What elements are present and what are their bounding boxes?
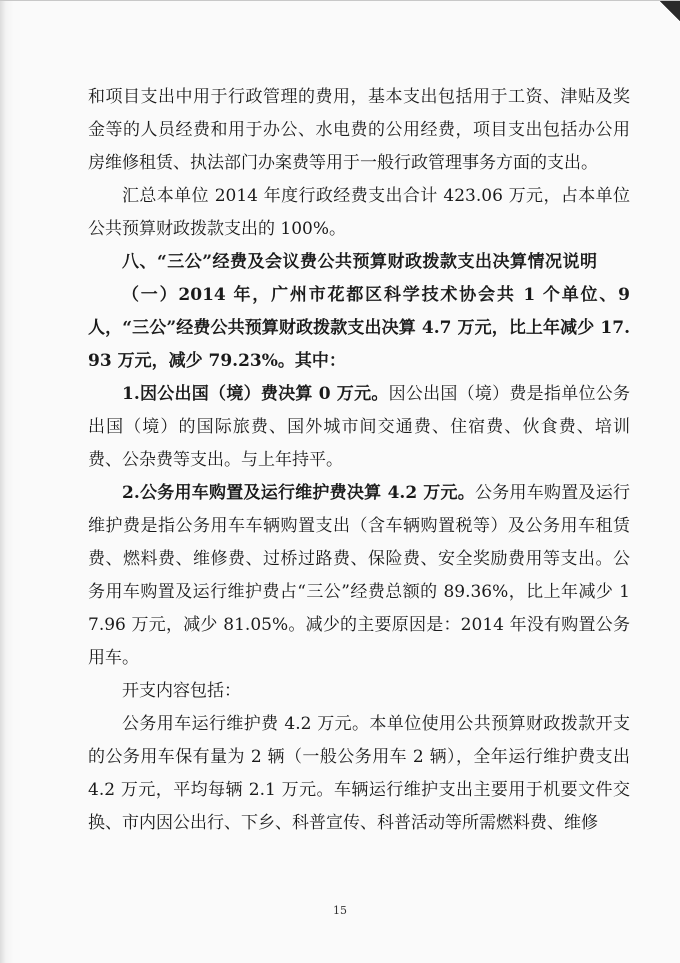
paragraph-three-public-summary-text: （一）2014 年，广州市花都区科学技术协会共 1 个单位、9 人，“三公”经费公共预算财政拨款支出决算 4.7 万元，比上年减少 17.93 万元，减少 79.23%。其中：: [88, 285, 630, 371]
overseas-travel-heading: 1.因公出国（境）费决算 0 万元。: [122, 384, 389, 404]
overseas-travel-text: 因公出国（境）费是指单位公务出国（境）的国际旅费、国外城市间交通费、住宿费、伙食费、培训费、公杂费等支出。与上年持平。: [88, 384, 630, 470]
official-vehicle-text: 公务用车购置及运行维护费是指公务用车车辆购置支出（含车辆购置税等）及公务用车租赁费、燃料费、维修费、过桥过路费、保险费、安全奖励费用等支出。公务用车购置及运行维护费占“三公”经费总额的 89.36%，比上年减少 17.96 万元，减少 81.05%。减少的主要原因是：2014 年没有购置公务用车。: [88, 483, 630, 668]
document-body: [88, 81, 630, 840]
paragraph-vehicle-maintenance: 公务用车运行维护费 4.2 万元。本单位使用公共预算财政拨款开支的公务用车保有量为 2 辆（一般公务用车 2 辆），全年运行维护费支出 4.2 万元，平均每辆 2.1 万元。车辆运行维护支出主要用于机要文件交换、市内因公出行、下乡、科普宣传、科普活动等所需燃料费、维修: [88, 714, 630, 833]
scan-corner-mark: [650, 1, 680, 21]
paragraph-three-public-summary: [88, 279, 630, 378]
page-number: 15: [333, 904, 347, 917]
paragraph-overseas-travel: [88, 378, 630, 477]
paragraph-official-vehicle: [88, 477, 630, 675]
official-vehicle-heading: 2.公务用车购置及运行维护费决算 4.2 万元。: [122, 483, 476, 503]
paragraph-admin-expense-definition: 和项目支出中用于行政管理的费用，基本支出包括用于工资、津贴及奖金等的人员经费和用于办公、水电费的公用经费，项目支出包括办公用房维修租赁、执法部门办案费等用于一般行政管理事务方面的支出。: [88, 87, 630, 173]
section-heading-three-public-expenses: 八、“三公”经费及会议费公共预算财政拨款支出决算情况说明: [122, 252, 598, 272]
paragraph-expense-content-intro: 开支内容包括：: [122, 681, 241, 701]
paragraph-admin-expense-total: 汇总本单位 2014 年度行政经费支出合计 423.06 万元，占本单位公共预算财政拨款支出的 100%。: [88, 186, 630, 239]
